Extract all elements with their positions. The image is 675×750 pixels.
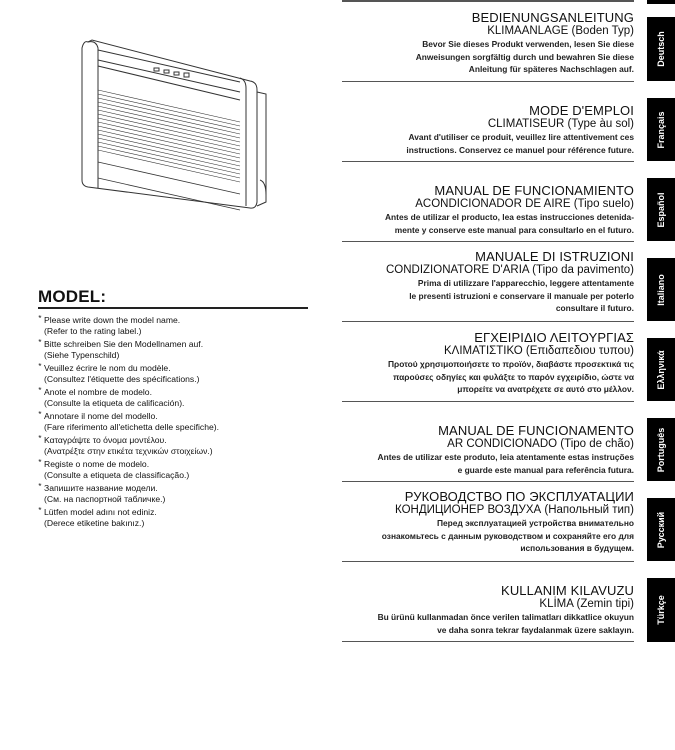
model-instruction-tr: * Lütfen model adını not ediniz. (Derece etiketine bakınız.) (38, 506, 157, 528)
section-title: ΕΓΧΕΙΡΙΔΙΟ ΛΕΙΤΟΥΡΓΙΑΣ (474, 330, 634, 345)
section-desc-line: instructions. Conservez ce manuel pour référence future. (406, 144, 634, 155)
model-instruction-it: * Annotare il nome del modello. (Fare riferimento all'etichetta delle specifiche). (38, 410, 220, 432)
model-title: MODEL: (38, 287, 308, 309)
language-section-tr (342, 584, 634, 642)
section-desc-line: Προτού χρησιμοποιήσετε το προϊόν, διαβάστε προσεκτικά τις (387, 359, 634, 369)
tab-russkiy[interactable]: Русский (647, 498, 675, 561)
section-desc-line: μπορείτε να ανατρέχετε σε αυτό στο μέλλον. (457, 384, 634, 394)
tab-espanol[interactable]: Español (647, 178, 675, 241)
top-divider (342, 0, 634, 2)
section-desc-line: использования в будущем. (520, 543, 634, 553)
language-section-ru (342, 490, 634, 562)
section-desc-line: παρούσες οδηγίες και φυλάξτε το παρόν εγχειρίδιο, ώστε να (392, 371, 634, 382)
section-desc-line: Avant d'utiliser ce produit, veuillez lire attentivement ces (408, 132, 634, 142)
model-instruction-el: * Καταγράψτε το όνομα μοντέλου. (Ανατρέξτε στην ετικέτα τεχνικών στοιχείων.) (38, 434, 213, 456)
section-desc-line: Перед эксплуатацией устройства внимательно (437, 518, 634, 528)
tab-ellinika[interactable]: Ελληνικά (647, 338, 675, 401)
section-title: MANUALE DI ISTRUZIONI (475, 249, 634, 264)
language-section-fr (342, 104, 634, 162)
tab-deutsch[interactable]: Deutsch (647, 17, 675, 81)
section-title: MODE D'EMPLOI (529, 103, 634, 118)
section-subtitle: CLIMATISEUR (Type àu sol) (487, 118, 634, 130)
language-section-it (342, 250, 634, 322)
section-desc-line: Prima di utilizzare l'apparecchio, leggere attentamente (417, 278, 634, 288)
language-section-de (342, 11, 634, 82)
tab-francais[interactable]: Français (647, 98, 675, 161)
section-desc-line: consultare il futuro. (555, 303, 634, 313)
section-desc-line: e guarde este manual para referência futura. (457, 464, 634, 475)
tab-italiano[interactable]: Italiano (647, 258, 675, 321)
section-subtitle: AR CONDICIONADO (Tipo de chão) (447, 438, 634, 450)
section-desc-line: ознакомьтесь с данным руководством и сохраняйте его для (381, 530, 634, 541)
model-section (38, 287, 308, 531)
tab-top-edge (647, 0, 675, 4)
section-subtitle: KLIMAANLAGE (Boden Typ) (487, 25, 634, 37)
air-conditioner-illustration (70, 30, 280, 220)
language-section-el (342, 331, 634, 402)
section-desc-line: Bu ürünü kullanmadan önce verilen talimatları dikkatlice okuyun (377, 612, 634, 622)
language-section-pt (342, 424, 634, 482)
model-instruction-fr: * Veuillez écrire le nom du modèle. (Consultez l'étiquette des spécifications.) (38, 362, 200, 384)
section-desc-line: Bevor Sie dieses Produkt verwenden, lesen Sie diese (422, 39, 634, 49)
model-instruction-pt: * Registe o nome de modelo. (Consulte a etiqueta de classificação.) (38, 458, 190, 480)
section-desc-line: ve daha sonra tekrar faydalanmak üzere saklayın. (437, 624, 634, 635)
model-instruction-de: * Bitte schreiben Sie den Modellnamen auf. (Siehe Typenschild) (38, 338, 204, 360)
tab-turkce[interactable]: Türkçe (647, 578, 675, 642)
section-desc-line: Anweisungen sorgfältig durch und bewahren Sie diese (415, 51, 634, 62)
model-instruction-ru: * Запишите название модели. (См. на паспортной табличке.) (38, 482, 166, 504)
section-desc-line: le presenti istruzioni e conservare il manuale per poterlo (409, 290, 634, 301)
tab-portugues[interactable]: Português (647, 418, 675, 481)
section-subtitle: CONDIZIONATORE D'ARIA (Tipo da pavimento) (385, 264, 634, 276)
section-title: BEDIENUNGSANLEITUNG (471, 10, 634, 25)
section-subtitle: KLİMA (Zemin tipi) (539, 598, 634, 610)
section-subtitle: ACONDICIONADOR DE AIRE (Tipo suelo) (415, 198, 634, 210)
model-instructions-list (38, 315, 308, 528)
section-subtitle: ΚΛΙΜΑΤΙΣΤΙΚΟ (Επιδαπεδιου τυπου) (443, 345, 634, 357)
section-title: KULLANIM KILAVUZU (501, 583, 634, 598)
section-title: MANUAL DE FUNCIONAMENTO (438, 423, 634, 438)
section-desc-line: mente y conserve este manual para consultarlo en el futuro. (394, 224, 634, 235)
model-instruction-en: * Please write down the model name. (Refer to the rating label.) (38, 314, 181, 336)
section-title: РУКОВОДСТВО ПО ЭКСПЛУАТАЦИИ (404, 489, 634, 504)
section-desc-line: Antes de utilizar este produto, leia atentamente estas instruções (377, 452, 634, 462)
section-subtitle: КОНДИЦИОНЕР ВОЗДУХА (Напольный тип) (395, 504, 634, 516)
section-desc-line: Antes de utilizar el producto, lea estas instrucciones detenida- (385, 212, 634, 222)
section-title: MANUAL DE FUNCIONAMIENTO (434, 183, 634, 198)
model-instruction-es: * Anote el nombre de modelo. (Consulte la etiqueta de calificación). (38, 386, 185, 408)
language-section-es (342, 184, 634, 242)
section-desc-line: Anleitung für späteres Nachschlagen auf. (468, 64, 634, 74)
